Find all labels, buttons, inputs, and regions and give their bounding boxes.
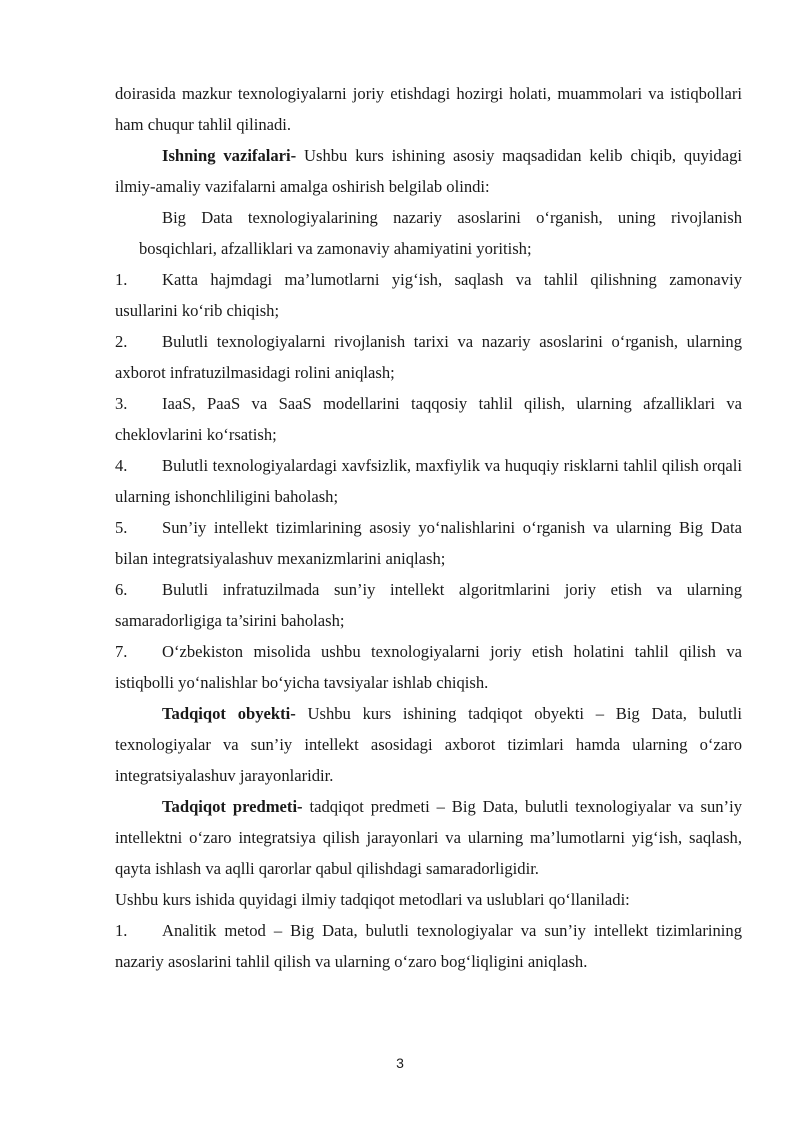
list-item-text: IaaS, PaaS va SaaS modellarini taqqosiy tahlil qilish, ularning afzalliklari va cheklovlarini ko‘rsatish; — [115, 394, 742, 444]
paragraph-tasks — [115, 140, 742, 202]
methods-list — [115, 915, 742, 977]
research-subject-text: tadqiqot predmeti – Big Data, bulutli texnologiyalar va sun’iy intellektni o‘zaro integratsiya qilish jarayonlari va ularning ma’lumotlarni yig‘ish, saqlash, qayta ishlash va aqlli qarorlar qabul qilishdagi samaradorligidir. — [115, 797, 742, 878]
paragraph-research-object — [115, 698, 742, 791]
research-object-text: Ushbu kurs ishining tadqiqot obyekti – Big Data, bulutli texnologiyalar va sun’iy intellekt asosidagi axborot tizimlari hamda ularning o‘zaro integratsiyalashuv jarayonlaridir. — [115, 704, 742, 785]
paragraph-methods-intro: Ushbu kurs ishida quyidagi ilmiy tadqiqot metodlari va uslublari qo‘llaniladi: — [115, 890, 630, 909]
list-item — [115, 636, 742, 698]
list-item-number: 1. — [115, 270, 128, 289]
list-item — [115, 326, 742, 388]
list-item-text: O‘zbekiston misolida ushbu texnologiyalarni joriy etish holatini tahlil qilish va istiqbolli yo‘nalishlar bo‘yicha tavsiyalar ishlab chiqish. — [115, 642, 742, 692]
list-item-number: 6. — [115, 580, 128, 599]
research-object-heading: Tadqiqot obyekti- — [162, 704, 296, 723]
list-item-number: 2. — [115, 332, 128, 351]
list-item-number: 4. — [115, 456, 128, 475]
tasks-text: Ushbu kurs ishining asosiy maqsadidan kelib chiqib, quyidagi ilmiy-amaliy vazifalarni amalga oshirish belgilab olindi: — [115, 146, 742, 196]
list-item — [115, 574, 742, 636]
list-item — [115, 388, 742, 450]
list-item-text: Katta hajmdagi ma’lumotlarni yig‘ish, saqlash va tahlil qilishning zamonaviy usullarini ko‘rib chiqish; — [115, 270, 742, 320]
list-item-text: Sun’iy intellekt tizimlarining asosiy yo‘nalishlarini o‘rganish va ularning Big Data bilan integratsiyalashuv mexanizmlarini aniqlash; — [115, 518, 742, 568]
list-item-text: Bulutli texnologiyalardagi xavfsizlik, maxfiylik va huquqiy risklarni tahlil qilish orqali ularning ishonchliligini baholash; — [115, 456, 742, 506]
paragraph-tasks-intro: Big Data texnologiyalarining nazariy asoslarini o‘rganish, uning rivojlanish bosqichlari, afzalliklari va zamonaviy ahamiyatini yoritish; — [139, 208, 742, 258]
list-item-number: 5. — [115, 518, 128, 537]
paragraph-intro-continuation: doirasida mazkur texnologiyalarni joriy etishdagi hozirgi holati, muammolari va istiqbollari ham chuqur tahlil qilinadi. — [115, 84, 742, 134]
list-item — [115, 915, 742, 977]
list-item-number: 3. — [115, 394, 128, 413]
tasks-list — [115, 264, 742, 698]
tasks-heading: Ishning vazifalari- — [162, 146, 297, 165]
list-item-number: 1. — [115, 921, 128, 940]
research-subject-heading: Tadqiqot predmeti- — [162, 797, 303, 816]
document-page — [115, 78, 742, 977]
list-item-text: Analitik metod – Big Data, bulutli texnologiyalar va sun’iy intellekt tizimlarining nazariy asoslarini tahlil qilish va ularning o‘zaro bog‘liqligini aniqlash. — [115, 921, 742, 971]
list-item — [115, 450, 742, 512]
paragraph-research-subject — [115, 791, 742, 884]
page-number: 3 — [396, 1055, 404, 1071]
list-item-number: 7. — [115, 642, 128, 661]
list-item — [115, 512, 742, 574]
list-item-text: Bulutli infratuzilmada sun’iy intellekt algoritmlarini joriy etish va ularning samaradorligiga ta’sirini baholash; — [115, 580, 742, 630]
list-item — [115, 264, 742, 326]
list-item-text: Bulutli texnologiyalarni rivojlanish tarixi va nazariy asoslarini o‘rganish, ularning axborot infratuzilmasidagi rolini aniqlash; — [115, 332, 742, 382]
